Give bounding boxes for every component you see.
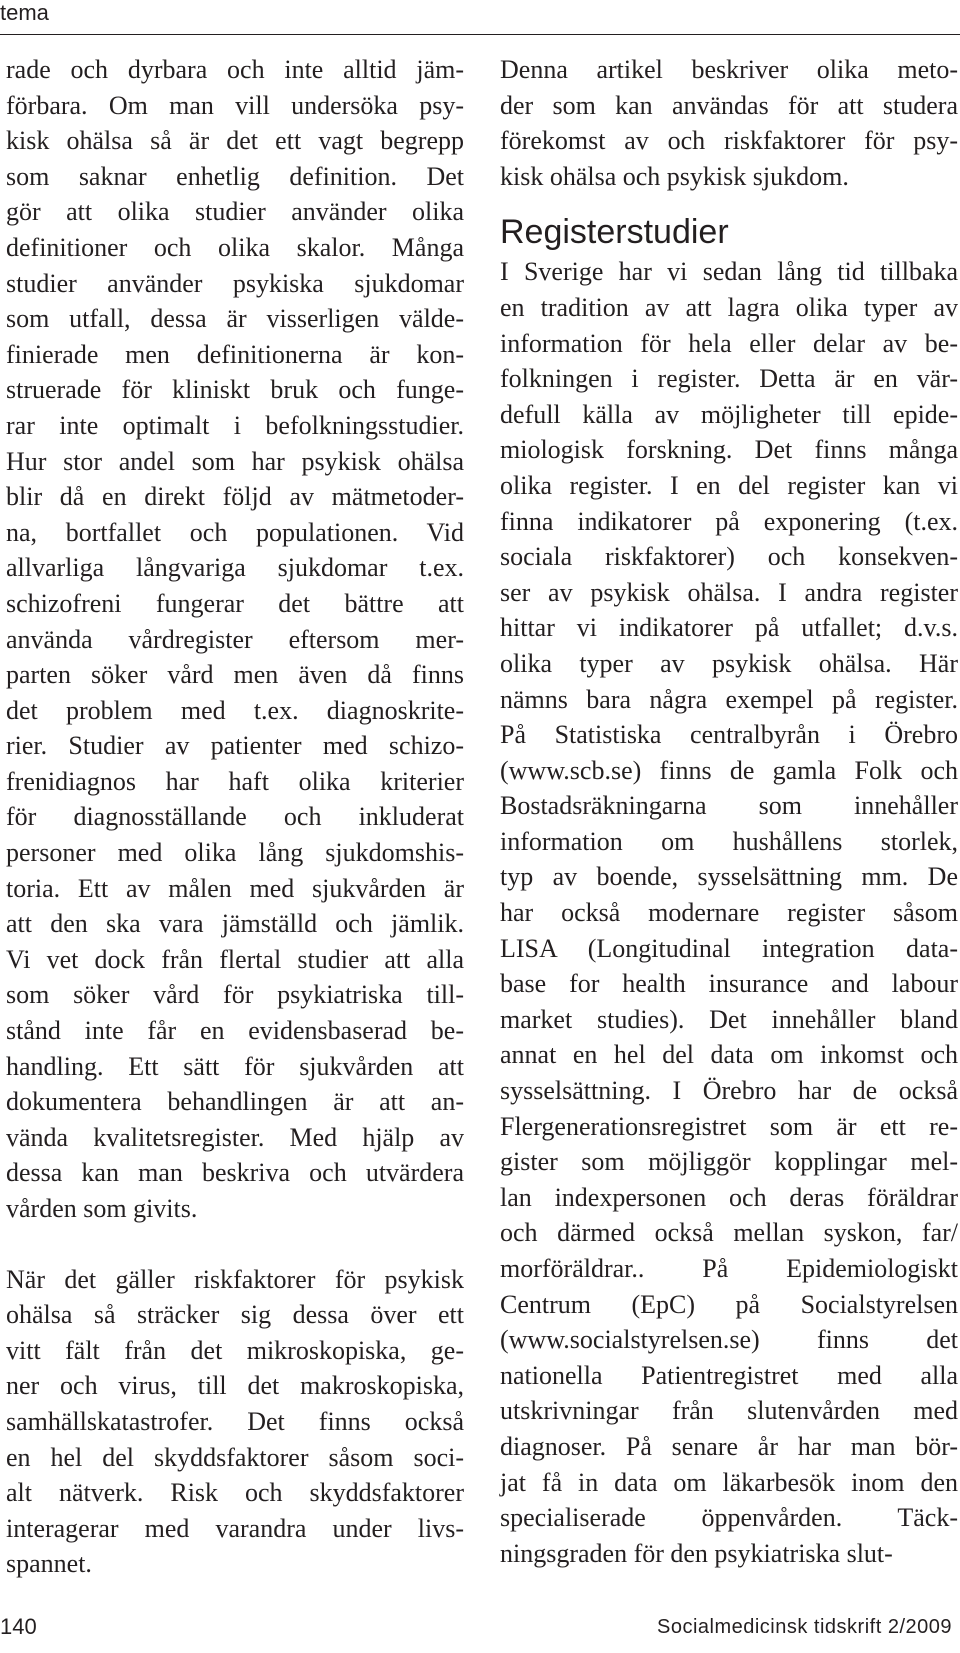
text-line: (www.scb.se) finns de gamla Folk och <box>500 755 958 785</box>
text-line: dessa kan man beskriva och utvärdera <box>6 1158 464 1188</box>
right-column <box>500 52 958 1571</box>
text-line: personer med olika lång sjukdomshis- <box>6 838 464 868</box>
left-paragraph-1 <box>6 52 464 1227</box>
text-line: der som kan användas för att studera <box>500 90 958 120</box>
text-line: struerade för kliniskt bruk och funge- <box>6 375 464 405</box>
text-line: gister som möjliggör kopplingar mel- <box>500 1147 958 1177</box>
text-line: att den ska vara jämställd och jämlik. <box>6 909 464 939</box>
text-line: kisk ohälsa så är det ett vagt begrepp <box>6 126 464 156</box>
left-paragraph-2 <box>6 1262 464 1582</box>
text-line: som utfall, dessa är visserligen välde- <box>6 304 464 334</box>
text-line: dokumentera behandlingen är att an- <box>6 1087 464 1117</box>
text-line: diagnoser. På senare år har man bör- <box>500 1431 958 1461</box>
text-line: alt nätverk. Risk och skyddsfaktorer <box>6 1478 464 1508</box>
text-line: använda vårdregister eftersom mer- <box>6 624 464 654</box>
text-line: folkningen i register. Detta är en vär- <box>500 364 958 394</box>
text-line: (www.socialstyrelsen.se) finns det <box>500 1325 958 1355</box>
text-line: ningsgraden för den psykiatriska slut- <box>500 1538 893 1568</box>
text-line: Vi vet dock från flertal studier att alla <box>6 944 464 974</box>
text-line: handling. Ett sätt för sjukvården att <box>6 1051 464 1081</box>
text-line: jat få in data om läkarbesök inom den <box>500 1467 958 1497</box>
text-line: rar inte optimalt i befolkningsstudier. <box>6 410 464 440</box>
text-line: nationella Patientregistret med alla <box>500 1360 958 1390</box>
text-line: miologisk forskning. Det finns många <box>500 435 958 465</box>
text-line: har också modernare register såsom <box>500 898 958 928</box>
text-line: När det gäller riskfaktorer för psykisk <box>6 1264 464 1294</box>
text-line: ohälsa så sträcker sig dessa över ett <box>6 1300 464 1330</box>
text-line: som söker vård för psykiatriska till- <box>6 980 464 1010</box>
text-line: definitioner och olika skalor. Många <box>6 232 464 262</box>
left-column <box>6 52 464 1582</box>
text-line: toria. Ett av målen med sjukvården är <box>6 873 464 903</box>
text-line: LISA (Longitudinal integration data- <box>500 933 958 963</box>
text-line: en tradition av att lagra olika typer av <box>500 292 958 322</box>
text-line: Hur stor andel som har psykisk ohälsa <box>6 446 464 476</box>
text-line: det problem med t.ex. diagnoskrite- <box>6 695 464 725</box>
text-line: gör att olika studier använder olika <box>6 197 464 227</box>
text-line: morföräldrar.. På Epidemiologiskt <box>500 1254 958 1283</box>
journal-name: Socialmedicinsk tidskrift 2/2009 <box>656 1616 952 1638</box>
page-number: 140 <box>0 1614 37 1639</box>
text-line: I Sverige har vi sedan lång tid tillbaka <box>500 257 958 287</box>
text-line: typ av boende, sysselsättning mm. De <box>500 862 958 892</box>
right-paragraph <box>500 254 958 1571</box>
text-line: ser av psykisk ohälsa. I andra register <box>500 577 958 607</box>
text-line: Denna artikel beskriver olika meto- <box>500 55 958 84</box>
text-line: lan indexpersonen och deras föräldrar <box>500 1182 958 1212</box>
text-line: specialiserade öppenvården. Täck- <box>500 1503 958 1533</box>
text-line: annat en hel del data om inkomst och <box>500 1040 958 1070</box>
text-line: information om hushållens storlek, <box>500 826 958 856</box>
text-line: som saknar enhetlig definition. Det <box>6 161 464 191</box>
text-line: defull källa av möjligheter till epide- <box>500 399 958 429</box>
text-line: vitt fält från det mikroskopiska, ge- <box>6 1335 464 1365</box>
text-line: spannet. <box>6 1549 92 1579</box>
text-line: finna indikatorer på exponering (t.ex. <box>500 506 958 536</box>
text-line: sysselsättning. I Örebro har de också <box>500 1076 958 1106</box>
text-line: Centrum (EpC) på Socialstyrelsen <box>500 1289 958 1319</box>
text-line: studier använder psykiska sjukdomar <box>6 268 464 298</box>
text-line: rade och dyrbara och inte alltid jäm- <box>6 55 464 84</box>
section-heading: Registerstudier <box>500 213 729 252</box>
text-line: schizofreni fungerar det bättre att <box>6 588 464 618</box>
header-rule <box>0 34 960 35</box>
text-line: olika register. I en del register kan vi <box>500 470 958 500</box>
text-line: allvarliga långvariga sjukdomar t.ex. <box>6 553 464 583</box>
text-line: parten söker vård men även då finns <box>6 660 464 690</box>
text-line: en hel del skyddsfaktorer såsom soci- <box>6 1442 464 1472</box>
text-line: kisk ohälsa och psykisk sjukdom. <box>500 161 849 191</box>
text-line: vända kvalitetsregister. Med hjälp av <box>6 1122 464 1152</box>
text-line: Bostadsräkningarna som innehåller <box>500 791 958 821</box>
text-line: hittar vi indikatorer på utfallet; d.v.s. <box>500 613 958 643</box>
text-line: rier. Studier av patienter med schizo- <box>6 731 464 761</box>
text-line: ner och virus, till det makroskopiska, <box>6 1371 464 1401</box>
text-line: Flergenerationsregistret som är ett re- <box>500 1111 958 1141</box>
text-line: na, bortfallet och populationen. Vid <box>6 517 464 547</box>
text-line: förbara. Om man vill undersöka psy- <box>6 90 464 120</box>
text-line: sociala riskfaktorer) och konsekven- <box>500 542 958 572</box>
text-line: olika typer av psykisk ohälsa. Här <box>500 648 958 678</box>
text-line: förekomst av och riskfaktorer för psy- <box>500 126 958 156</box>
text-line: frenidiagnos har haft olika kriterier <box>6 766 464 796</box>
text-line: base for health insurance and labour <box>500 969 958 999</box>
text-line: information för hela eller delar av be- <box>500 328 958 358</box>
text-line: På Statistiska centralbyrån i Örebro <box>500 720 958 750</box>
text-line: finierade men definitionerna är kon- <box>6 339 464 369</box>
text-line: stånd inte får en evidensbaserad be- <box>6 1016 464 1046</box>
text-line: utskrivningar från slutenvården med <box>500 1396 958 1426</box>
text-line: för diagnosställande och inkluderat <box>6 802 464 832</box>
paragraph-gap <box>6 1227 464 1262</box>
text-line: nämns bara några exempel på register. <box>500 684 958 714</box>
text-line: och därmed också mellan syskon, far/ <box>500 1218 958 1248</box>
text-line: market studies). Det innehåller bland <box>500 1004 958 1034</box>
section-tag: tema <box>0 0 49 25</box>
text-line: blir då en direkt följd av mätmetoder- <box>6 482 464 512</box>
text-line: interagerar med varandra under livs- <box>6 1513 464 1543</box>
right-intro <box>500 52 958 194</box>
text-line: vården som givits. <box>6 1194 198 1223</box>
text-line: samhällskatastrofer. Det finns också <box>6 1406 464 1436</box>
